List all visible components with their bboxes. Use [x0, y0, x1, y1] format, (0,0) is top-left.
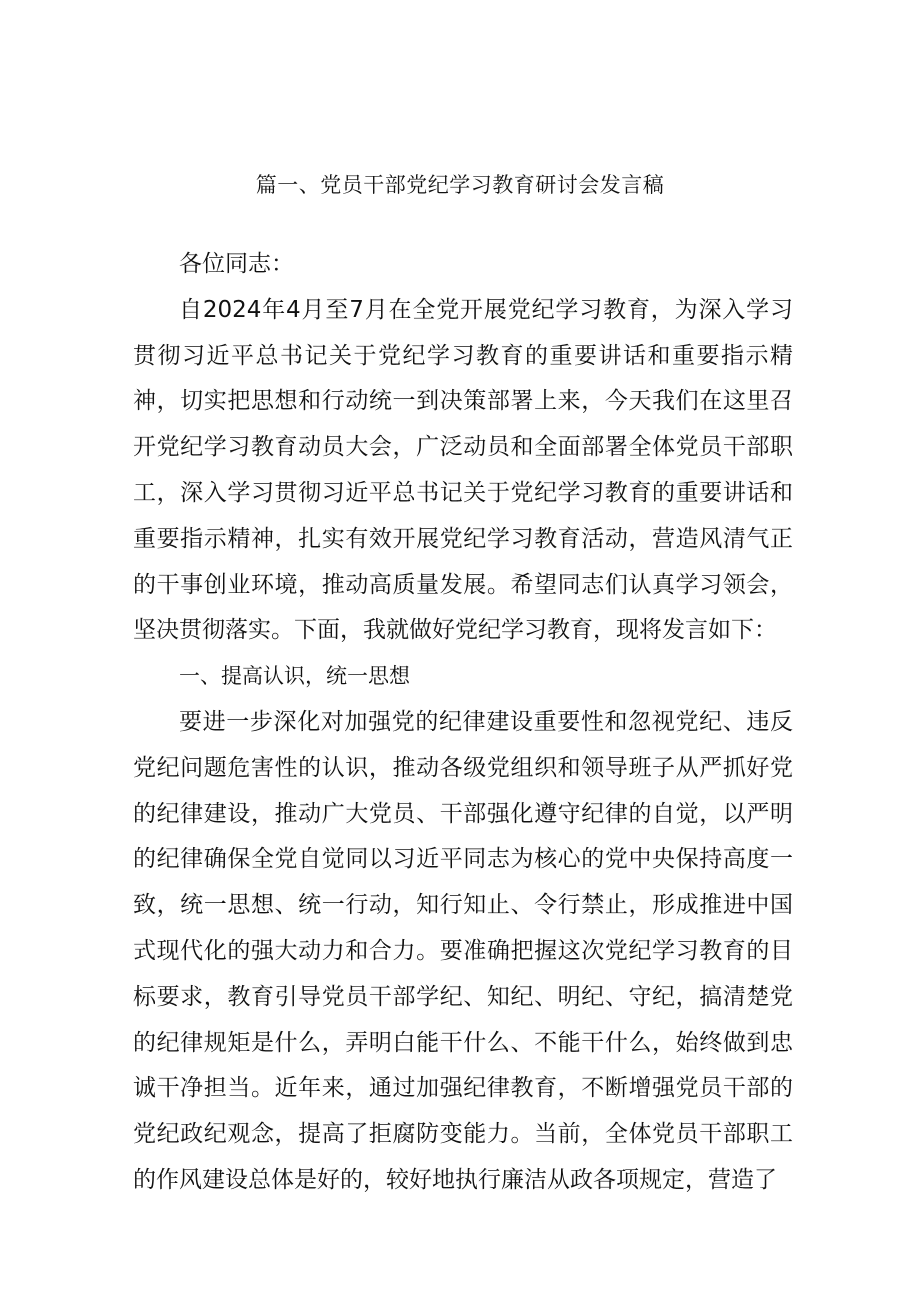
- document-title: 篇一、党员干部党纪学习教育研讨会发言稿: [255, 173, 665, 197]
- document-body: [133, 242, 793, 1204]
- section-heading: 一、提高认识，统一思想: [179, 664, 410, 689]
- paragraph-intro: 自2024年4月至7月在全党开展党纪学习教育，为深入学习贯彻习近平总书记关于党纪学习教育的重要讲话和重要指示精神，切实把思想和行动统一到决策部署上来，今天我们在这里召开党纪学习教育动员大会，广泛动员和全面部署全体党员干部职工，深入学习贯彻习近平总书记关于党纪学习教育的重要讲话和重要指示精神，扎实有效开展党纪学习教育活动，营造风清气正的干事创业环境，推动高质量发展。希望同志们认真学习领会，坚决贯彻落实。下面，我就做好党纪学习教育，现将发言如下：: [133, 296, 793, 644]
- salutation: 各位同志：: [179, 251, 294, 277]
- paragraph-section-1: 要进一步深化对加强党的纪律建设重要性和忽视党纪、违反党纪问题危害性的认识，推动各级党组织和领导班子从严抓好党的纪律建设，推动广大党员、干部强化遵守纪律的自觉，以严明的纪律确保全党自觉同以习近平同志为核心的党中央保持高度一致，统一思想、统一行动，知行知止、令行禁止，形成推进中国式现代化的强大动力和合力。要准确把握这次党纪学习教育的目标要求，教育引导党员干部学纪、知纪、明纪、守纪，搞清楚党的纪律规矩是什么，弄明白能干什么、不能干什么，始终做到忠诚干净担当。近年来，通过加强纪律教育，不断增强党员干部的党纪政纪观念，提高了拒腐防变能力。当前，全体党员干部职工的作风建设总体是好的，较好地执行廉洁从政各项规定，营造了: [133, 708, 793, 1193]
